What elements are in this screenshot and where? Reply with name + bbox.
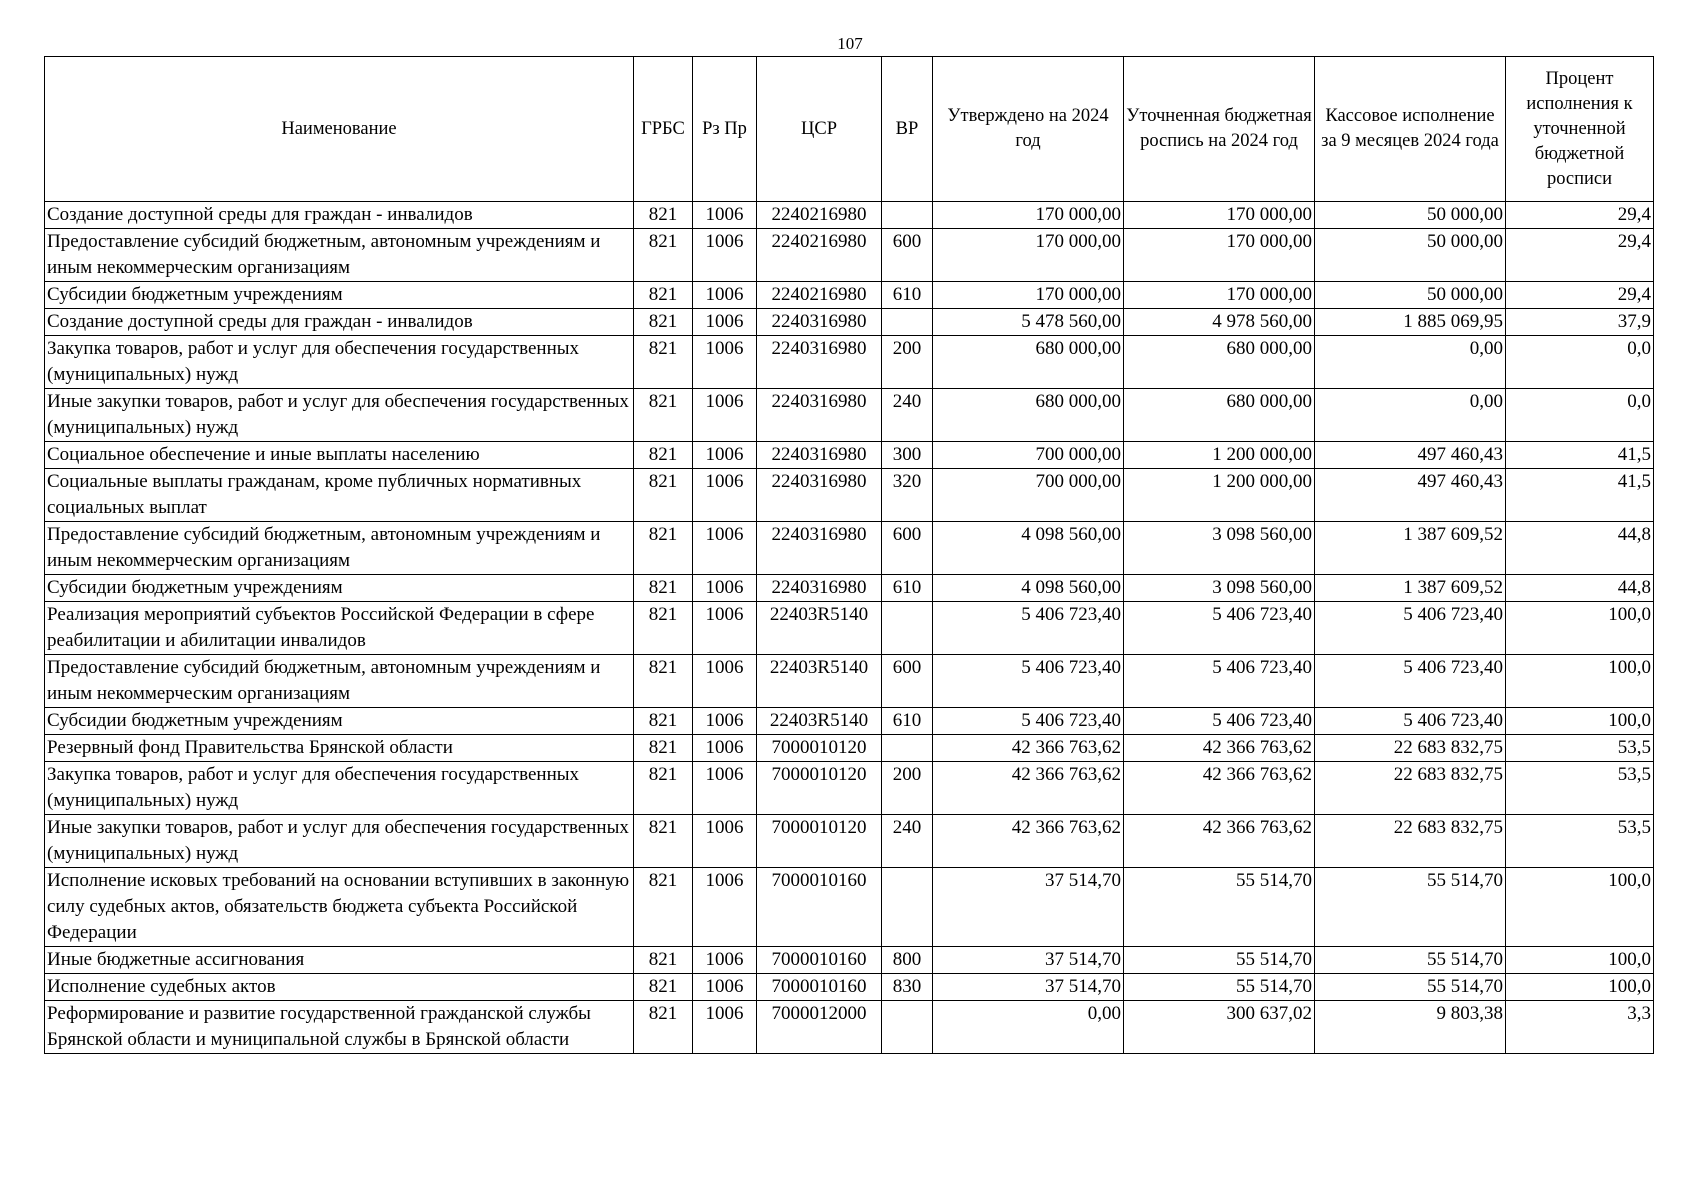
cell-rzpr: 1006 — [693, 336, 757, 389]
cell-refined: 42 366 763,62 — [1124, 735, 1315, 762]
cell-name: Иные закупки товаров, работ и услуг для обеспечения государственных (муниципальных) нужд — [45, 815, 634, 868]
table-row — [45, 974, 1654, 1001]
cell-refined: 5 406 723,40 — [1124, 655, 1315, 708]
cell-rzpr: 1006 — [693, 602, 757, 655]
cell-percent: 100,0 — [1506, 708, 1654, 735]
cell-approved: 170 000,00 — [933, 229, 1124, 282]
cell-name: Исполнение судебных актов — [45, 974, 634, 1001]
cell-percent: 44,8 — [1506, 522, 1654, 575]
cell-csr: 7000010120 — [757, 815, 882, 868]
page-number: 107 — [837, 34, 863, 53]
table-body — [45, 202, 1654, 1054]
cell-vr: 600 — [882, 655, 933, 708]
header-approved: Утверждено на 2024 год — [933, 57, 1124, 202]
cell-vr: 830 — [882, 974, 933, 1001]
cell-name: Предоставление субсидий бюджетным, автономным учреждениям и иным некоммерческим организациям — [45, 655, 634, 708]
cell-percent: 41,5 — [1506, 442, 1654, 469]
cell-name: Субсидии бюджетным учреждениям — [45, 708, 634, 735]
cell-executed: 55 514,70 — [1315, 947, 1506, 974]
cell-name: Реформирование и развитие государственной гражданской службы Брянской области и муниципальной службы в Брянской области — [45, 1001, 634, 1054]
cell-rzpr: 1006 — [693, 575, 757, 602]
cell-approved: 4 098 560,00 — [933, 575, 1124, 602]
table-row — [45, 229, 1654, 282]
cell-vr: 240 — [882, 815, 933, 868]
cell-grbs: 821 — [634, 655, 693, 708]
cell-vr: 240 — [882, 389, 933, 442]
header-rzpr: Рз Пр — [693, 57, 757, 202]
cell-percent: 100,0 — [1506, 868, 1654, 947]
table-row — [45, 336, 1654, 389]
cell-name: Реализация мероприятий субъектов Российской Федерации в сфере реабилитации и абилитации инвалидов — [45, 602, 634, 655]
cell-rzpr: 1006 — [693, 708, 757, 735]
cell-approved: 700 000,00 — [933, 442, 1124, 469]
cell-csr: 2240316980 — [757, 575, 882, 602]
cell-rzpr: 1006 — [693, 229, 757, 282]
cell-csr: 2240216980 — [757, 282, 882, 309]
cell-csr: 2240216980 — [757, 229, 882, 282]
header-executed: Кассовое исполнение за 9 месяцев 2024 года — [1315, 57, 1506, 202]
cell-executed: 497 460,43 — [1315, 469, 1506, 522]
cell-refined: 55 514,70 — [1124, 868, 1315, 947]
cell-grbs: 821 — [634, 947, 693, 974]
cell-approved: 42 366 763,62 — [933, 735, 1124, 762]
cell-grbs: 821 — [634, 868, 693, 947]
cell-percent: 44,8 — [1506, 575, 1654, 602]
cell-rzpr: 1006 — [693, 202, 757, 229]
cell-name: Предоставление субсидий бюджетным, автономным учреждениям и иным некоммерческим организациям — [45, 522, 634, 575]
cell-vr: 610 — [882, 282, 933, 309]
cell-percent: 53,5 — [1506, 762, 1654, 815]
table-row — [45, 522, 1654, 575]
cell-grbs: 821 — [634, 708, 693, 735]
cell-grbs: 821 — [634, 229, 693, 282]
cell-name: Создание доступной среды для граждан - инвалидов — [45, 202, 634, 229]
table-row — [45, 815, 1654, 868]
cell-approved: 42 366 763,62 — [933, 815, 1124, 868]
table-row — [45, 309, 1654, 336]
cell-refined: 55 514,70 — [1124, 947, 1315, 974]
table-row — [45, 575, 1654, 602]
cell-rzpr: 1006 — [693, 868, 757, 947]
cell-executed: 50 000,00 — [1315, 282, 1506, 309]
cell-refined: 1 200 000,00 — [1124, 469, 1315, 522]
cell-vr: 200 — [882, 336, 933, 389]
cell-rzpr: 1006 — [693, 282, 757, 309]
table-row — [45, 389, 1654, 442]
cell-refined: 170 000,00 — [1124, 202, 1315, 229]
header-percent: Процент исполнения к уточненной бюджетной росписи — [1506, 57, 1654, 202]
cell-approved: 42 366 763,62 — [933, 762, 1124, 815]
table-header-row — [45, 57, 1654, 202]
cell-grbs: 821 — [634, 202, 693, 229]
table-row — [45, 1001, 1654, 1054]
cell-refined: 3 098 560,00 — [1124, 522, 1315, 575]
cell-name: Предоставление субсидий бюджетным, автономным учреждениям и иным некоммерческим организациям — [45, 229, 634, 282]
cell-refined: 170 000,00 — [1124, 229, 1315, 282]
cell-refined: 3 098 560,00 — [1124, 575, 1315, 602]
cell-refined: 42 366 763,62 — [1124, 815, 1315, 868]
cell-percent: 53,5 — [1506, 815, 1654, 868]
cell-refined: 680 000,00 — [1124, 389, 1315, 442]
cell-refined: 170 000,00 — [1124, 282, 1315, 309]
cell-name: Закупка товаров, работ и услуг для обеспечения государственных (муниципальных) нужд — [45, 762, 634, 815]
cell-percent: 41,5 — [1506, 469, 1654, 522]
cell-vr — [882, 868, 933, 947]
cell-csr: 2240316980 — [757, 336, 882, 389]
header-name: Наименование — [45, 57, 634, 202]
cell-executed: 1 387 609,52 — [1315, 575, 1506, 602]
cell-grbs: 821 — [634, 522, 693, 575]
cell-name: Социальное обеспечение и иные выплаты населению — [45, 442, 634, 469]
cell-rzpr: 1006 — [693, 389, 757, 442]
cell-executed: 55 514,70 — [1315, 868, 1506, 947]
cell-percent: 29,4 — [1506, 202, 1654, 229]
cell-csr: 22403R5140 — [757, 708, 882, 735]
cell-csr: 7000010120 — [757, 762, 882, 815]
cell-approved: 5 406 723,40 — [933, 708, 1124, 735]
cell-grbs: 821 — [634, 735, 693, 762]
cell-vr: 800 — [882, 947, 933, 974]
cell-name: Исполнение исковых требований на основании вступивших в законную силу судебных актов, обязательств бюджета субъекта Российской Федерации — [45, 868, 634, 947]
cell-csr: 2240316980 — [757, 469, 882, 522]
cell-refined: 300 637,02 — [1124, 1001, 1315, 1054]
cell-vr — [882, 202, 933, 229]
cell-name: Иные бюджетные ассигнования — [45, 947, 634, 974]
cell-approved: 170 000,00 — [933, 202, 1124, 229]
cell-approved: 0,00 — [933, 1001, 1124, 1054]
cell-executed: 5 406 723,40 — [1315, 602, 1506, 655]
cell-vr: 320 — [882, 469, 933, 522]
cell-csr: 7000010160 — [757, 974, 882, 1001]
cell-csr: 7000012000 — [757, 1001, 882, 1054]
cell-csr: 7000010160 — [757, 868, 882, 947]
cell-rzpr: 1006 — [693, 974, 757, 1001]
table-row — [45, 868, 1654, 947]
cell-refined: 55 514,70 — [1124, 974, 1315, 1001]
cell-refined: 5 406 723,40 — [1124, 602, 1315, 655]
cell-csr: 2240316980 — [757, 522, 882, 575]
cell-rzpr: 1006 — [693, 815, 757, 868]
cell-executed: 1 885 069,95 — [1315, 309, 1506, 336]
header-csr: ЦСР — [757, 57, 882, 202]
cell-refined: 1 200 000,00 — [1124, 442, 1315, 469]
cell-approved: 5 478 560,00 — [933, 309, 1124, 336]
cell-approved: 700 000,00 — [933, 469, 1124, 522]
cell-executed: 22 683 832,75 — [1315, 735, 1506, 762]
cell-approved: 680 000,00 — [933, 336, 1124, 389]
cell-executed: 50 000,00 — [1315, 229, 1506, 282]
cell-name: Создание доступной среды для граждан - инвалидов — [45, 309, 634, 336]
header-grbs: ГРБС — [634, 57, 693, 202]
cell-csr: 2240316980 — [757, 389, 882, 442]
cell-csr: 2240316980 — [757, 309, 882, 336]
cell-percent: 100,0 — [1506, 974, 1654, 1001]
cell-grbs: 821 — [634, 974, 693, 1001]
cell-grbs: 821 — [634, 336, 693, 389]
table-row — [45, 655, 1654, 708]
cell-executed: 9 803,38 — [1315, 1001, 1506, 1054]
cell-csr: 22403R5140 — [757, 655, 882, 708]
cell-name: Иные закупки товаров, работ и услуг для обеспечения государственных (муниципальных) нужд — [45, 389, 634, 442]
cell-approved: 4 098 560,00 — [933, 522, 1124, 575]
cell-name: Субсидии бюджетным учреждениям — [45, 282, 634, 309]
cell-vr: 610 — [882, 575, 933, 602]
cell-name: Субсидии бюджетным учреждениям — [45, 575, 634, 602]
cell-vr: 610 — [882, 708, 933, 735]
cell-grbs: 821 — [634, 469, 693, 522]
cell-vr: 300 — [882, 442, 933, 469]
cell-executed: 0,00 — [1315, 389, 1506, 442]
cell-percent: 0,0 — [1506, 336, 1654, 389]
cell-vr — [882, 735, 933, 762]
table-row — [45, 442, 1654, 469]
cell-refined: 5 406 723,40 — [1124, 708, 1315, 735]
budget-execution-table — [44, 56, 1654, 1054]
cell-approved: 5 406 723,40 — [933, 655, 1124, 708]
cell-csr: 7000010160 — [757, 947, 882, 974]
cell-percent: 29,4 — [1506, 282, 1654, 309]
cell-rzpr: 1006 — [693, 1001, 757, 1054]
cell-executed: 5 406 723,40 — [1315, 655, 1506, 708]
cell-executed: 55 514,70 — [1315, 974, 1506, 1001]
cell-percent: 0,0 — [1506, 389, 1654, 442]
cell-vr: 600 — [882, 522, 933, 575]
cell-grbs: 821 — [634, 575, 693, 602]
cell-executed: 50 000,00 — [1315, 202, 1506, 229]
cell-percent: 100,0 — [1506, 602, 1654, 655]
cell-rzpr: 1006 — [693, 522, 757, 575]
cell-percent: 100,0 — [1506, 947, 1654, 974]
cell-grbs: 821 — [634, 815, 693, 868]
cell-grbs: 821 — [634, 762, 693, 815]
cell-refined: 680 000,00 — [1124, 336, 1315, 389]
cell-rzpr: 1006 — [693, 947, 757, 974]
table-row — [45, 202, 1654, 229]
cell-csr: 7000010120 — [757, 735, 882, 762]
cell-csr: 2240316980 — [757, 442, 882, 469]
table-row — [45, 602, 1654, 655]
cell-approved: 680 000,00 — [933, 389, 1124, 442]
header-vr: ВР — [882, 57, 933, 202]
cell-approved: 37 514,70 — [933, 974, 1124, 1001]
cell-grbs: 821 — [634, 389, 693, 442]
cell-refined: 42 366 763,62 — [1124, 762, 1315, 815]
cell-grbs: 821 — [634, 1001, 693, 1054]
cell-approved: 5 406 723,40 — [933, 602, 1124, 655]
cell-executed: 5 406 723,40 — [1315, 708, 1506, 735]
cell-grbs: 821 — [634, 309, 693, 336]
cell-approved: 37 514,70 — [933, 947, 1124, 974]
cell-vr — [882, 309, 933, 336]
cell-vr — [882, 1001, 933, 1054]
cell-rzpr: 1006 — [693, 469, 757, 522]
cell-executed: 22 683 832,75 — [1315, 762, 1506, 815]
cell-executed: 1 387 609,52 — [1315, 522, 1506, 575]
cell-percent: 3,3 — [1506, 1001, 1654, 1054]
cell-grbs: 821 — [634, 282, 693, 309]
table-row — [45, 762, 1654, 815]
table-row — [45, 282, 1654, 309]
table-row — [45, 708, 1654, 735]
cell-vr — [882, 602, 933, 655]
cell-csr: 2240216980 — [757, 202, 882, 229]
cell-rzpr: 1006 — [693, 442, 757, 469]
cell-grbs: 821 — [634, 442, 693, 469]
cell-rzpr: 1006 — [693, 735, 757, 762]
cell-rzpr: 1006 — [693, 762, 757, 815]
table-row — [45, 735, 1654, 762]
cell-vr: 200 — [882, 762, 933, 815]
cell-executed: 0,00 — [1315, 336, 1506, 389]
cell-name: Закупка товаров, работ и услуг для обеспечения государственных (муниципальных) нужд — [45, 336, 634, 389]
cell-vr: 600 — [882, 229, 933, 282]
cell-percent: 29,4 — [1506, 229, 1654, 282]
cell-refined: 4 978 560,00 — [1124, 309, 1315, 336]
table-row — [45, 469, 1654, 522]
cell-percent: 53,5 — [1506, 735, 1654, 762]
cell-approved: 170 000,00 — [933, 282, 1124, 309]
cell-percent: 100,0 — [1506, 655, 1654, 708]
table-row — [45, 947, 1654, 974]
cell-grbs: 821 — [634, 602, 693, 655]
cell-executed: 22 683 832,75 — [1315, 815, 1506, 868]
cell-name: Резервный фонд Правительства Брянской области — [45, 735, 634, 762]
cell-percent: 37,9 — [1506, 309, 1654, 336]
cell-csr: 22403R5140 — [757, 602, 882, 655]
cell-approved: 37 514,70 — [933, 868, 1124, 947]
cell-name: Социальные выплаты гражданам, кроме публичных нормативных социальных выплат — [45, 469, 634, 522]
cell-rzpr: 1006 — [693, 309, 757, 336]
cell-rzpr: 1006 — [693, 655, 757, 708]
cell-executed: 497 460,43 — [1315, 442, 1506, 469]
header-refined: Уточненная бюджетная роспись на 2024 год — [1124, 57, 1315, 202]
